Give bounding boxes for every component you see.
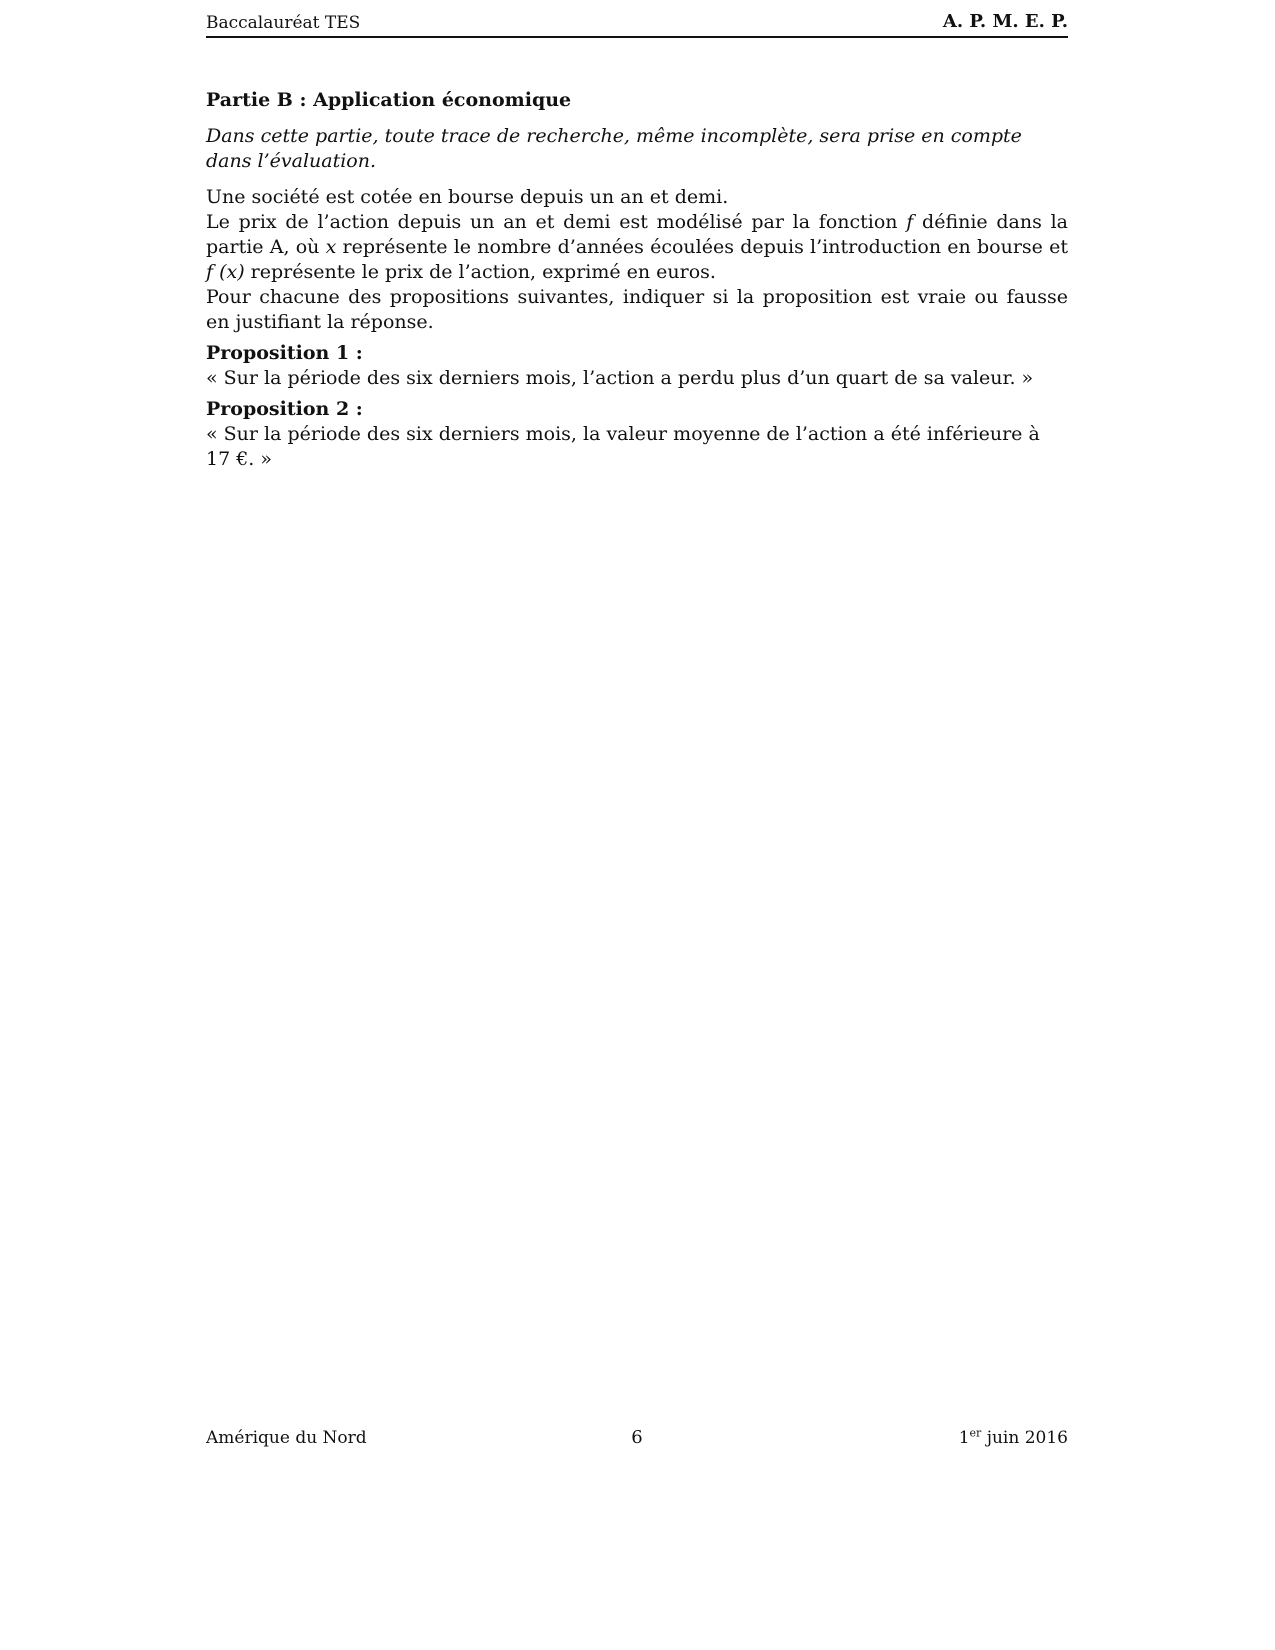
- footer-session: Amérique du Nord: [206, 1428, 367, 1448]
- body-line-2-part-b: définie dans la partie A, où: [206, 211, 1068, 258]
- proposition-2-title: Proposition 2 :: [206, 398, 363, 420]
- proposition-1-text: « Sur la période des six derniers mois, l’action a perdu plus d’un quart de sa valeur. »: [206, 367, 1034, 389]
- math-f: f: [906, 211, 914, 233]
- body-line-2-part-d: représente le prix de l’action, exprimé en euros.: [244, 261, 716, 283]
- body-line-2: [206, 210, 1068, 285]
- page-header: [206, 10, 1068, 38]
- page-number: 6: [631, 1427, 643, 1448]
- body-line-2-part-a: Le prix de l’action depuis un an et demi est modélisé par la fonction: [206, 211, 907, 233]
- math-x: x: [325, 236, 337, 258]
- header-exam-title: Baccalauréat TES: [206, 13, 361, 33]
- body-line-3: Pour chacune des propositions suivantes, indiquer si la proposition est vraie ou fausse en justifiant la réponse.: [206, 286, 1068, 333]
- math-f-of-x: f (x): [206, 261, 245, 283]
- page-content: [206, 88, 1068, 478]
- section-intro: Dans cette partie, toute trace de recherche, même incomplète, sera prise en compte dans l’évaluation.: [206, 125, 1022, 172]
- body-line-1: Une société est cotée en bourse depuis un an et demi.: [206, 186, 729, 208]
- section-title: Partie B : Application économique: [206, 89, 572, 111]
- page-footer: [206, 1428, 1068, 1452]
- footer-date: [959, 1428, 1068, 1448]
- footer-date-sup: er: [969, 1426, 982, 1440]
- footer-date-day: 1: [958, 1428, 970, 1448]
- header-publisher: A. P. M. E. P.: [942, 11, 1068, 32]
- body-line-2-part-c: représente le nombre d’années écoulées depuis l’introduction en bourse et: [336, 236, 1068, 258]
- proposition-2-text: « Sur la période des six derniers mois, la valeur moyenne de l’action a été inférieure à 17 €. »: [206, 423, 1040, 470]
- proposition-1-title: Proposition 1 :: [206, 342, 363, 364]
- body-text: [206, 185, 1068, 335]
- footer-date-rest: juin 2016: [981, 1428, 1068, 1448]
